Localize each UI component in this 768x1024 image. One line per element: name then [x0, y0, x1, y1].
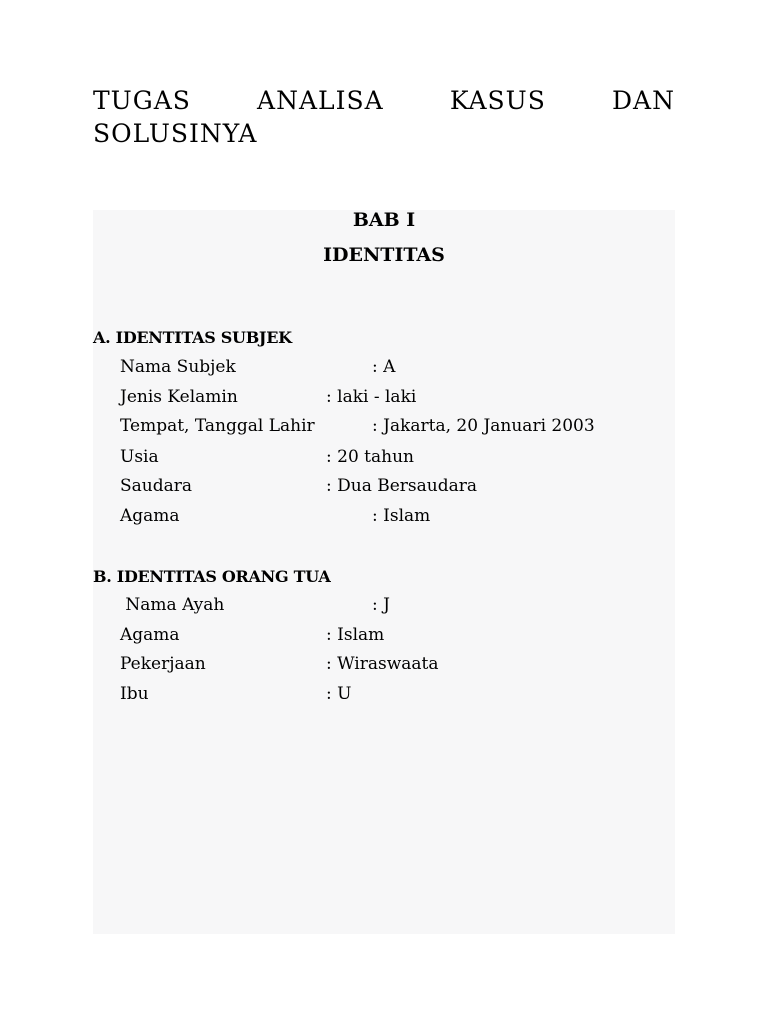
row-label: Saudara — [120, 476, 193, 496]
row-value: : Dua Bersaudara — [326, 476, 478, 496]
parent-row — [0, 625, 768, 649]
identity-row — [0, 506, 768, 530]
title-word: KASUS — [449, 86, 546, 115]
row-label: Tempat, Tanggal Lahir — [120, 416, 315, 436]
row-label: Nama Ayah — [120, 595, 225, 615]
row-label: Pekerjaan — [120, 654, 206, 674]
parent-row — [0, 595, 768, 619]
identity-row — [0, 416, 768, 440]
row-label: Usia — [120, 447, 159, 467]
parent-row — [0, 684, 768, 708]
document-title — [93, 84, 675, 150]
row-value: : Wiraswaata — [326, 654, 439, 674]
identity-row — [0, 447, 768, 471]
title-word: TUGAS — [93, 86, 191, 115]
chapter-title: IDENTITAS — [323, 244, 445, 266]
row-value: : J — [372, 595, 390, 615]
section-a-heading: A. IDENTITAS SUBJEK — [93, 328, 292, 347]
parent-row — [0, 654, 768, 678]
row-value: : Islam — [372, 506, 431, 526]
row-value: : 20 tahun — [326, 447, 414, 467]
row-label: Jenis Kelamin — [120, 387, 238, 407]
row-label: Agama — [120, 625, 180, 645]
section-b-heading: B. IDENTITAS ORANG TUA — [93, 567, 331, 586]
row-value: : laki - laki — [326, 387, 417, 407]
title-word: SOLUSINYA — [93, 119, 258, 148]
row-label: Ibu — [120, 684, 149, 704]
row-value: : Jakarta, 20 Januari 2003 — [372, 416, 595, 436]
title-word: ANALISA — [257, 86, 384, 115]
row-label: Agama — [120, 506, 180, 526]
row-value: : Islam — [326, 625, 385, 645]
identity-row — [0, 387, 768, 411]
row-value: : A — [372, 357, 396, 377]
identity-row — [0, 357, 768, 381]
row-label: Nama Subjek — [120, 357, 236, 377]
identity-row — [0, 476, 768, 500]
chapter-label: BAB I — [352, 209, 416, 231]
row-value: : U — [326, 684, 352, 704]
title-word: DAN — [611, 86, 675, 115]
